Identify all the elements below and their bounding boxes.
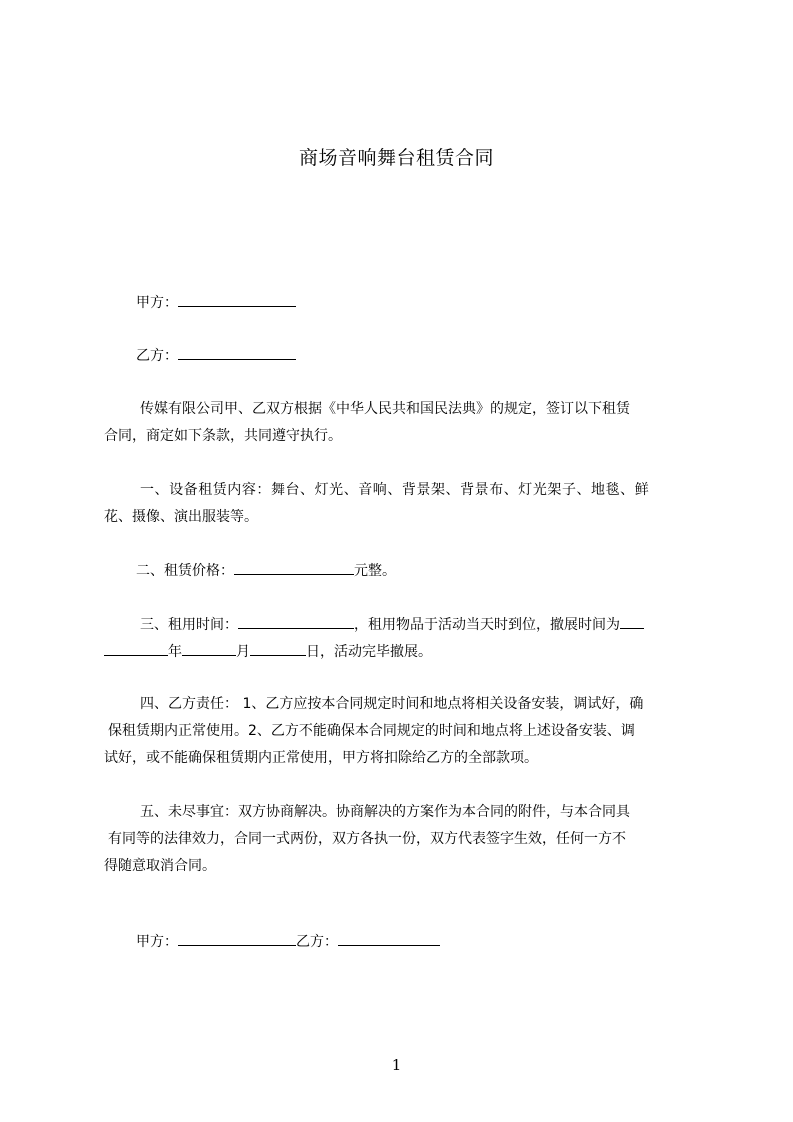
clause3-line-2	[104, 640, 432, 663]
signature-line	[136, 930, 440, 953]
party-b-blank	[178, 344, 296, 360]
clause3-prefix: 三、租用时间：	[140, 617, 238, 633]
clause5-line-3: 得随意取消合同。	[104, 858, 216, 874]
document-title: 商场音响舞台租赁合同	[298, 147, 494, 169]
clause5-line-2: 有同等的法律效力，合同一式两份，双方各执一份，双方代表签字生效，任何一方不	[108, 831, 626, 847]
clause3-month: 月	[236, 644, 250, 660]
page-number: 1	[391, 1056, 402, 1074]
party-b-line	[136, 344, 296, 367]
clause1-line-2: 花、摄像、演出服装等。	[104, 509, 258, 525]
removal-time-blank-a	[620, 613, 644, 629]
clause3-middle: ，租用物品于活动当天时到位，撤展时间为	[354, 617, 620, 633]
intro-line-1: 传媒有限公司甲、乙双方根据《中华人民共和国民法典》的规定，签订以下租赁	[140, 401, 630, 417]
clause4-line-2: 保租赁期内正常使用。2、乙方不能确保本合同规定的时间和地点将上述设备安装、调	[108, 723, 635, 739]
clause3-line-1	[140, 613, 644, 636]
signature-party-a-blank	[178, 930, 296, 946]
removal-day-blank	[250, 640, 306, 656]
clause2-suffix: 元整。	[354, 563, 396, 579]
removal-year-blank	[104, 640, 168, 656]
clause3-day: 日，活动完毕撤展。	[306, 644, 432, 660]
party-a-line	[136, 291, 296, 314]
signature-party-a-label: 甲方：	[136, 934, 178, 950]
clause4-line-1: 四、乙方责任： 1、乙方应按本合同规定时间和地点将相关设备安装，调试好，确	[140, 696, 644, 712]
signature-party-b-label: 乙方：	[296, 934, 338, 950]
clause5-line-1: 五、未尽事宜：双方协商解决。协商解决的方案作为本合同的附件，与本合同具	[140, 804, 630, 820]
clause1-line-1: 一、设备租赁内容：舞台、灯光、音响、背景架、背景布、灯光架子、地毯、鲜	[140, 482, 650, 498]
clause2-prefix: 二、租赁价格：	[136, 563, 234, 579]
price-blank	[234, 559, 354, 575]
rental-time-blank	[238, 613, 354, 629]
signature-party-b-blank	[338, 930, 440, 946]
clause2-line	[136, 559, 396, 582]
removal-month-blank	[182, 640, 236, 656]
party-a-label: 甲方：	[136, 295, 178, 311]
party-b-label: 乙方：	[136, 348, 178, 364]
party-a-blank	[178, 291, 296, 307]
clause4-line-3: 试好，或不能确保租赁期内正常使用，甲方将扣除给乙方的全部款项。	[104, 750, 538, 766]
clause3-year: 年	[168, 644, 182, 660]
intro-line-2: 合同，商定如下条款，共同遵守执行。	[104, 428, 342, 444]
